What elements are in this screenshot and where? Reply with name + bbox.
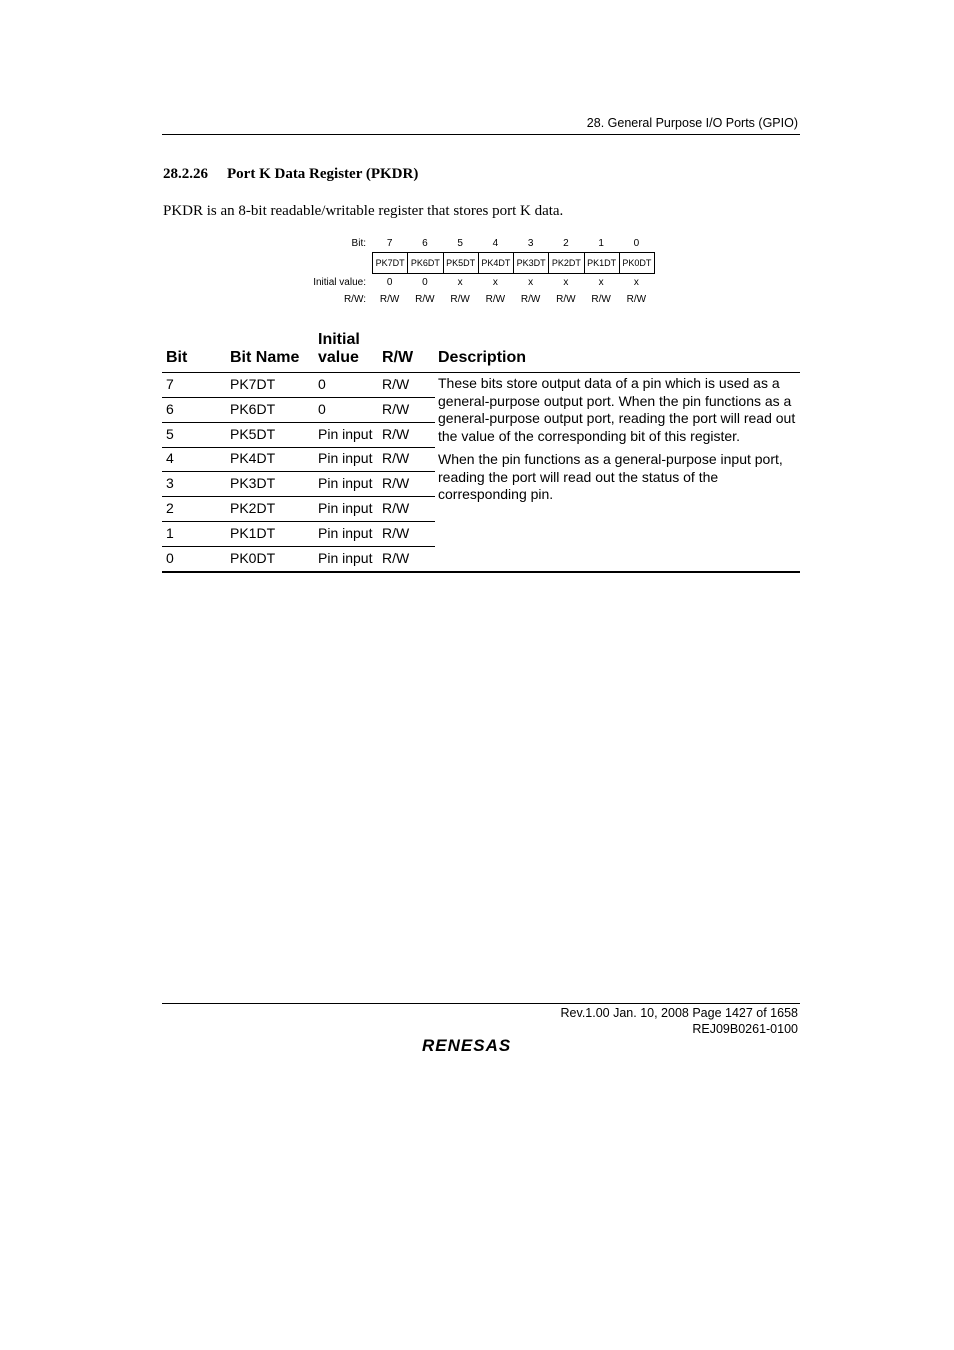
rw-value: R/W — [626, 294, 647, 305]
rw-value: R/W — [591, 294, 611, 305]
cell-rw: R/W — [382, 400, 410, 417]
cell-initial: Pin input — [318, 500, 373, 516]
register-field-name: PK2DT — [549, 253, 584, 273]
cell-rw: R/W — [382, 549, 410, 566]
cell-name: PK1DT — [230, 524, 276, 541]
table-row — [162, 373, 435, 398]
bit-number: 7 — [386, 238, 393, 249]
cell-bit: 3 — [166, 475, 174, 492]
rw-value: R/W — [556, 294, 576, 305]
footer-revision: Rev.1.00 Jan. 10, 2008 Page 1427 of 1658 — [560, 1006, 798, 1020]
intro-paragraph: PKDR is an 8-bit readable/writable register that stores port K data. — [163, 203, 564, 219]
bit-label: Bit: — [351, 238, 366, 249]
rw-value: R/W — [450, 294, 470, 305]
initial-value: x — [633, 277, 639, 288]
cell-initial: Pin input — [318, 425, 373, 442]
table-row — [162, 547, 435, 572]
initial-value: x — [563, 277, 569, 288]
cell-name: PK2DT — [230, 500, 276, 516]
cell-initial: 0 — [318, 400, 326, 417]
footer-doc-number: REJ09B0261-0100 — [692, 1022, 798, 1036]
cell-name: PK7DT — [230, 376, 276, 392]
rw-value: R/W — [520, 294, 541, 305]
header-initial: Initial — [318, 331, 360, 348]
section-title: Port K Data Register (PKDR) — [227, 166, 419, 182]
table-row — [162, 497, 435, 522]
register-field-name: PK5DT — [444, 253, 479, 273]
register-field-boxes — [372, 252, 655, 274]
cell-name: PK5DT — [230, 425, 276, 442]
table-bottom-rule — [162, 571, 800, 573]
cell-rw: R/W — [382, 475, 410, 492]
cell-initial: Pin input — [318, 524, 373, 541]
cell-bit: 7 — [166, 376, 174, 392]
cell-rw: R/W — [382, 450, 410, 467]
bit-number: 5 — [457, 238, 463, 249]
initial-value-label: Initial value: — [313, 277, 366, 288]
bit-number: 1 — [598, 238, 604, 249]
header-bit: Bit — [166, 349, 188, 366]
bit-number: 2 — [563, 238, 569, 249]
cell-rw: R/W — [382, 524, 410, 541]
footer-rule — [162, 1003, 800, 1004]
rw-value: R/W — [485, 294, 506, 305]
initial-value: x — [528, 277, 534, 288]
register-field-name: PK1DT — [585, 253, 620, 273]
renesas-logo — [420, 1034, 542, 1056]
initial-value: x — [492, 277, 498, 288]
cell-rw: R/W — [382, 425, 410, 442]
cell-bit: 0 — [166, 549, 174, 566]
register-field-name: PK3DT — [514, 253, 549, 273]
rw-value: R/W — [379, 294, 400, 305]
cell-bit: 6 — [166, 400, 174, 417]
initial-value-row — [372, 277, 654, 288]
header-description: Description — [438, 349, 527, 366]
rw-value: R/W — [415, 294, 435, 305]
register-field-name: PK0DT — [622, 258, 652, 268]
description-paragraph: These bits store output data of a pin which is used as a general-purpose output port. When the pin functions as a general-purpose output port, reading the port will read out the value of the corresponding bit of this register. — [438, 375, 796, 444]
register-field-name: PK7DT — [373, 253, 408, 273]
cell-rw: R/W — [382, 500, 410, 516]
cell-initial: Pin input — [318, 450, 373, 467]
cell-initial: Pin input — [318, 549, 373, 566]
cell-initial: Pin input — [318, 475, 373, 492]
header-value: value — [318, 349, 359, 366]
cell-bit: 5 — [166, 425, 174, 442]
cell-initial: 0 — [318, 376, 326, 392]
running-header: 28. General Purpose I/O Ports (GPIO) — [586, 116, 798, 130]
header-rw: R/W — [382, 349, 414, 366]
table-row — [162, 398, 435, 423]
description-paragraph: When the pin functions as a general-purpose input port, reading the port will read out the status of the corresponding pin. — [438, 451, 783, 502]
table-row — [162, 522, 435, 547]
initial-value: x — [598, 277, 604, 288]
cell-bit: 1 — [166, 524, 174, 541]
cell-rw: R/W — [382, 376, 410, 392]
bit-number: 4 — [492, 238, 499, 249]
initial-value: 0 — [422, 277, 428, 288]
cell-bit: 4 — [166, 450, 174, 467]
initial-value: x — [457, 277, 463, 288]
description-cell — [438, 375, 798, 510]
table-row — [162, 423, 435, 448]
bit-number: 0 — [633, 238, 640, 249]
bit-number-row — [372, 238, 654, 249]
cell-name: PK3DT — [230, 475, 276, 492]
bit-number: 6 — [422, 238, 428, 249]
cell-name: PK0DT — [230, 549, 276, 566]
cell-name: PK4DT — [230, 450, 276, 467]
section-number: 28.2.26 — [163, 166, 208, 182]
register-field-name: PK4DT — [479, 253, 514, 273]
section-heading — [163, 166, 418, 183]
header-bit-name: Bit Name — [230, 349, 300, 366]
table-row — [162, 447, 435, 472]
bit-number: 3 — [527, 238, 534, 249]
register-field-name: PK6DT — [408, 253, 443, 273]
cell-bit: 2 — [166, 500, 174, 516]
rw-row — [372, 294, 654, 305]
renesas-logo-text: RENESAS — [422, 1036, 512, 1055]
initial-value: 0 — [386, 277, 393, 288]
cell-name: PK6DT — [230, 400, 276, 417]
table-row — [162, 472, 435, 497]
header-rule — [162, 134, 800, 135]
rw-label: R/W: — [343, 294, 366, 305]
